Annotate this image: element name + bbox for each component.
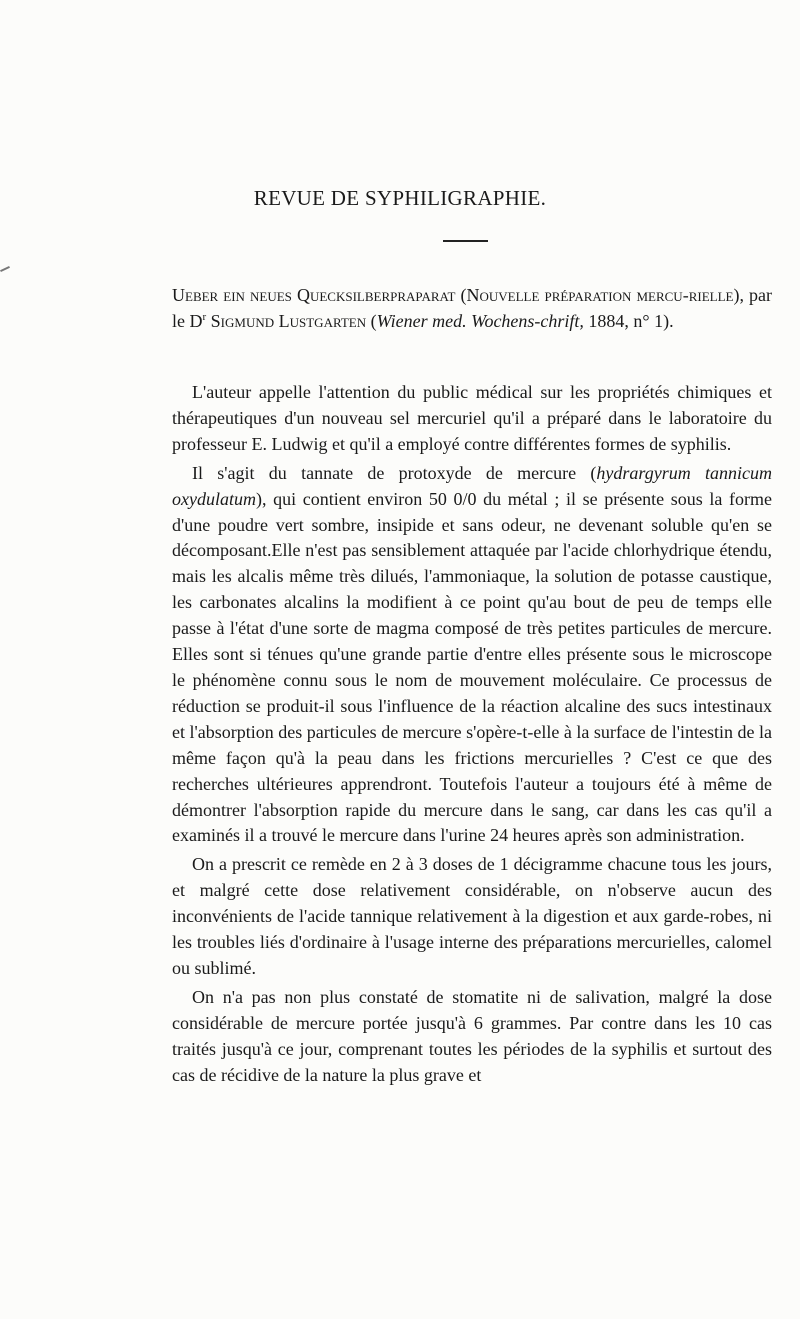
journal-name: Wiener med. Wochens-chrift, [376, 311, 584, 331]
paren-open: ( [370, 311, 377, 331]
paragraph-text: L'auteur appelle l'attention du public médical sur les propriétés chimiques et thérapeutiques d'un nouveau sel mercuriel qu'il a préparé dans le laboratoire du professeur E. Ludwig et qu'il a employé contre différentes formes de syphilis. [172, 382, 772, 454]
article-french-title: (Nouvelle préparation mercu-rielle), [460, 285, 744, 305]
doctor-abbrev-sup: r [202, 311, 207, 323]
paragraph-italic-text: hydrargyrum tannicum oxydulatum [172, 462, 772, 509]
paragraph-text: Il s'agit du tannate de protoxyde de mercure ( [192, 462, 597, 483]
paragraph [172, 852, 772, 982]
by-text: par le [172, 285, 773, 331]
paragraph [172, 380, 772, 458]
paragraph-text: On a prescrit ce remède en 2 à 3 doses de 1 décigramme chacune tous les jours, et malgré cette dose relativement considérable, on n'observe aucun des inconvénients de l'acide tannique relativement à la digestion et aux garde-robes, ni les troubles liés d'ordinaire à l'usage interne des préparations mercurielles, calomel ou sublimé. [172, 854, 772, 978]
paragraph-text: ), qui contient environ 50 0/0 du métal ; il se présente sous la forme d'une poudre vert sombre, insipide et sans odeur, ne devenant soluble qu'en se décomposant.Elle n'est pas sensiblement attaquée par l'acide chlorhydrique étendu, mais les alcalis même très dilués, l'ammoniaque, la solution de potasse caustique, les carbonates alcalins la modifient à ce point qu'au bout de peu de temps elle passe à l'état d'une sorte de magma composé de très petites particules de mercure. Elles sont si ténues qu'une grande partie d'entre elles présente sous le microscope le phénomène connu sous le nom de mouvement moléculaire. Ce processus de réduction se produit-il sous l'influence de la réaction alcaline des sucs intestinaux et l'absorption des particules de mercure s'opère-t-elle à la surface de l'intestin de la même façon qu'à la peau dans les frictions mercurielles ? C'est ce que des recherches ultérieures apprendront. Toutefois l'auteur a toujours été à même de démontrer l'absorption rapide du mercure dans le sang, car dans les cas qu'il a examinés il a trouvé le mercure dans l'urine 24 heures après son administration. [172, 488, 772, 846]
paragraph [172, 985, 772, 1089]
title-rule [443, 240, 488, 242]
paragraph [172, 461, 772, 850]
journal-year-issue: 1884, n° 1). [588, 311, 674, 331]
paragraph-text: On n'a pas non plus constaté de stomatite ni de salivation, malgré la dose considérable de mercure portée jusqu'à 6 grammes. Par contre dans les 10 cas traités jusqu'à ce jour, comprenant toutes les périodes de la syphilis et surtout des cas de récidive de la nature la plus grave et [172, 986, 772, 1085]
article-german-title: Ueber ein neues Quecksilberpraparat [172, 285, 456, 305]
section-title: REVUE DE SYPHILIGRAPHIE. [253, 186, 547, 210]
article-body [172, 380, 772, 1088]
margin-mark [0, 266, 10, 272]
author-name: Sigmund Lustgarten [210, 311, 367, 331]
article-reference [172, 282, 772, 334]
doctor-abbrev: D [189, 311, 203, 331]
